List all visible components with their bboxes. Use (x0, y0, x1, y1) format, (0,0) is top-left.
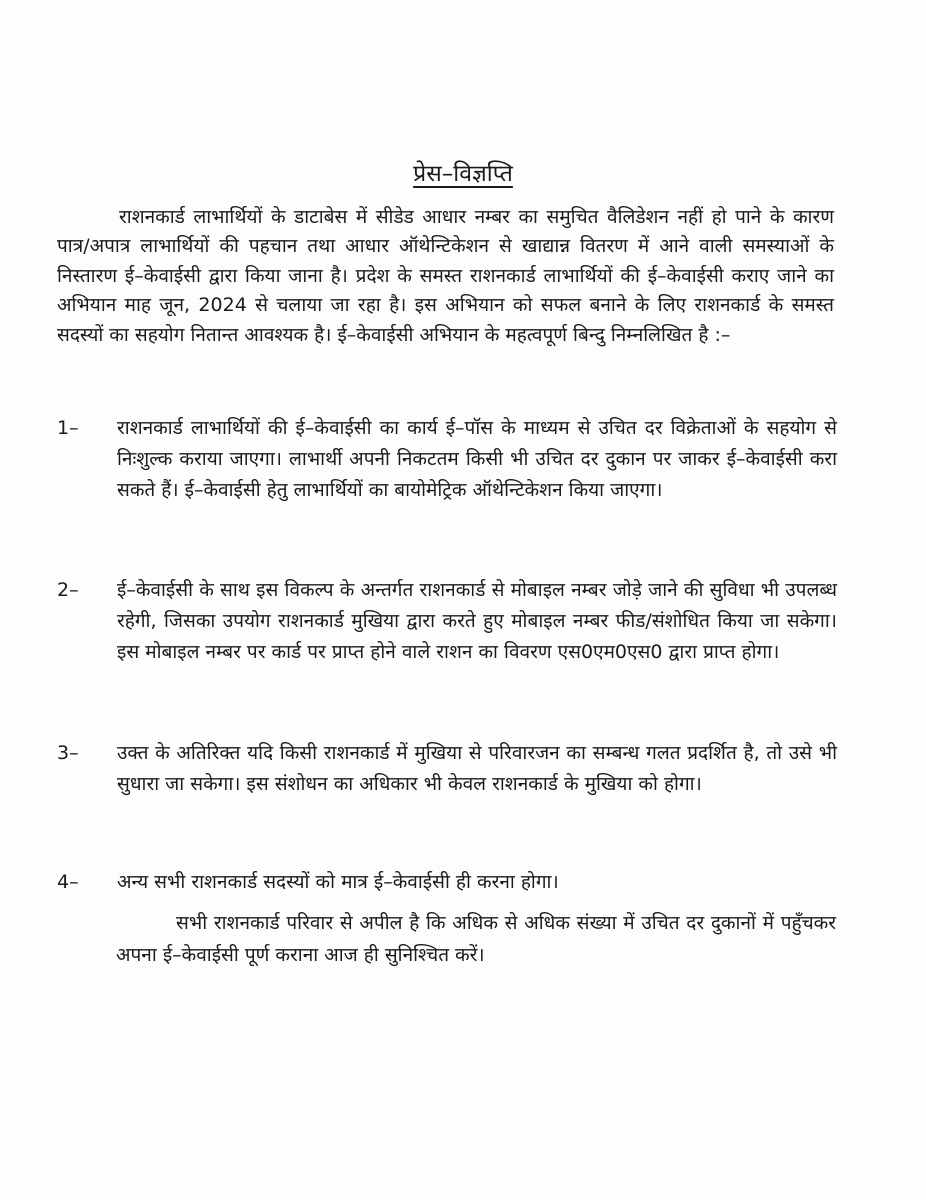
point-item-3 (57, 738, 837, 800)
point-text-1: राशनकार्ड लाभार्थियों की ई–केवाईसी का कार्य ई–पॉस के माध्यम से उचित दर विक्रेताओं के सहयोग से निःशुल्क कराया जाएगा। लाभार्थी अपनी निकटतम किसी भी उचित दर दुकान पर जाकर ई–केवाईसी करा सकते हैं। ई–केवाईसी हेतु लाभार्थियों का बायोमेट्रिक ऑथेन्टिकेशन किया जाएगा। (117, 417, 837, 501)
point-item-4 (57, 867, 837, 898)
point-text-2: ई–केवाईसी के साथ इस विकल्प के अन्तर्गत राशनकार्ड से मोबाइल नम्बर जोड़े जाने की सुविधा भी उपलब्ध रहेगी, जिसका उपयोग राशनकार्ड मुखिया द्वारा करते हुए मोबाइल नम्बर फीड/संशोधित किया जा सकेगा। इस मोबाइल नम्बर पर कार्ड पर प्राप्त होने वाले राशन का विवरण एस0एम0एस0 द्वारा प्राप्त होगा। (117, 579, 837, 663)
point-item-1 (57, 413, 837, 506)
intro-paragraph: राशनकार्ड लाभार्थियों के डाटाबेस में सीडेड आधार नम्बर का समुचित वैलिडेशन नहीं हो पाने के कारण पात्र/अपात्र लाभार्थियों की पहचान तथा आधार ऑथेन्टिकेशन से खाद्यान्न वितरण में आने वाली समस्याओं के निस्तारण ई–केवाईसी द्वारा किया जाना है। प्रदेश के समस्त राशनकार्ड लाभार्थियों की ई–केवाईसी कराए जाने का अभियान माह जून, 2024 से चलाया जा रहा है। इस अभियान को सफल बनाने के लिए राशनकार्ड के समस्त सदस्यों का सहयोग नितान्त आवश्यक है। ई–केवाईसी अभियान के महत्वपूर्ण बिन्दु निम्नलिखित है :– (57, 206, 834, 346)
point-item-2 (57, 575, 837, 668)
closing-paragraph: सभी राशनकार्ड परिवार से अपील है कि अधिक से अधिक संख्या में उचित दर दुकानों में पहुँचकर अपना ई–केवाईसी पूर्ण कराना आज ही सुनिश्चित करें। (116, 912, 836, 966)
point-number-4: 4– (57, 871, 79, 893)
document-title (0, 158, 926, 190)
point-text-4: अन्य सभी राशनकार्ड सदस्यों को मात्र ई–केवाईसी ही करना होगा। (117, 871, 559, 893)
point-number-1: 1– (57, 417, 79, 439)
point-number-3: 3– (57, 742, 79, 764)
point-number-2: 2– (57, 579, 79, 601)
point-text-3: उक्त के अतिरिक्त यदि किसी राशनकार्ड में मुखिया से परिवारजन का सम्बन्ध गलत प्रदर्शित है, तो उसे भी सुधारा जा सकेगा। इस संशोधन का अधिकार भी केवल राशनकार्ड के मुखिया को होगा। (117, 742, 837, 795)
document-title-text: प्रेस–विज्ञप्ति (413, 161, 513, 187)
